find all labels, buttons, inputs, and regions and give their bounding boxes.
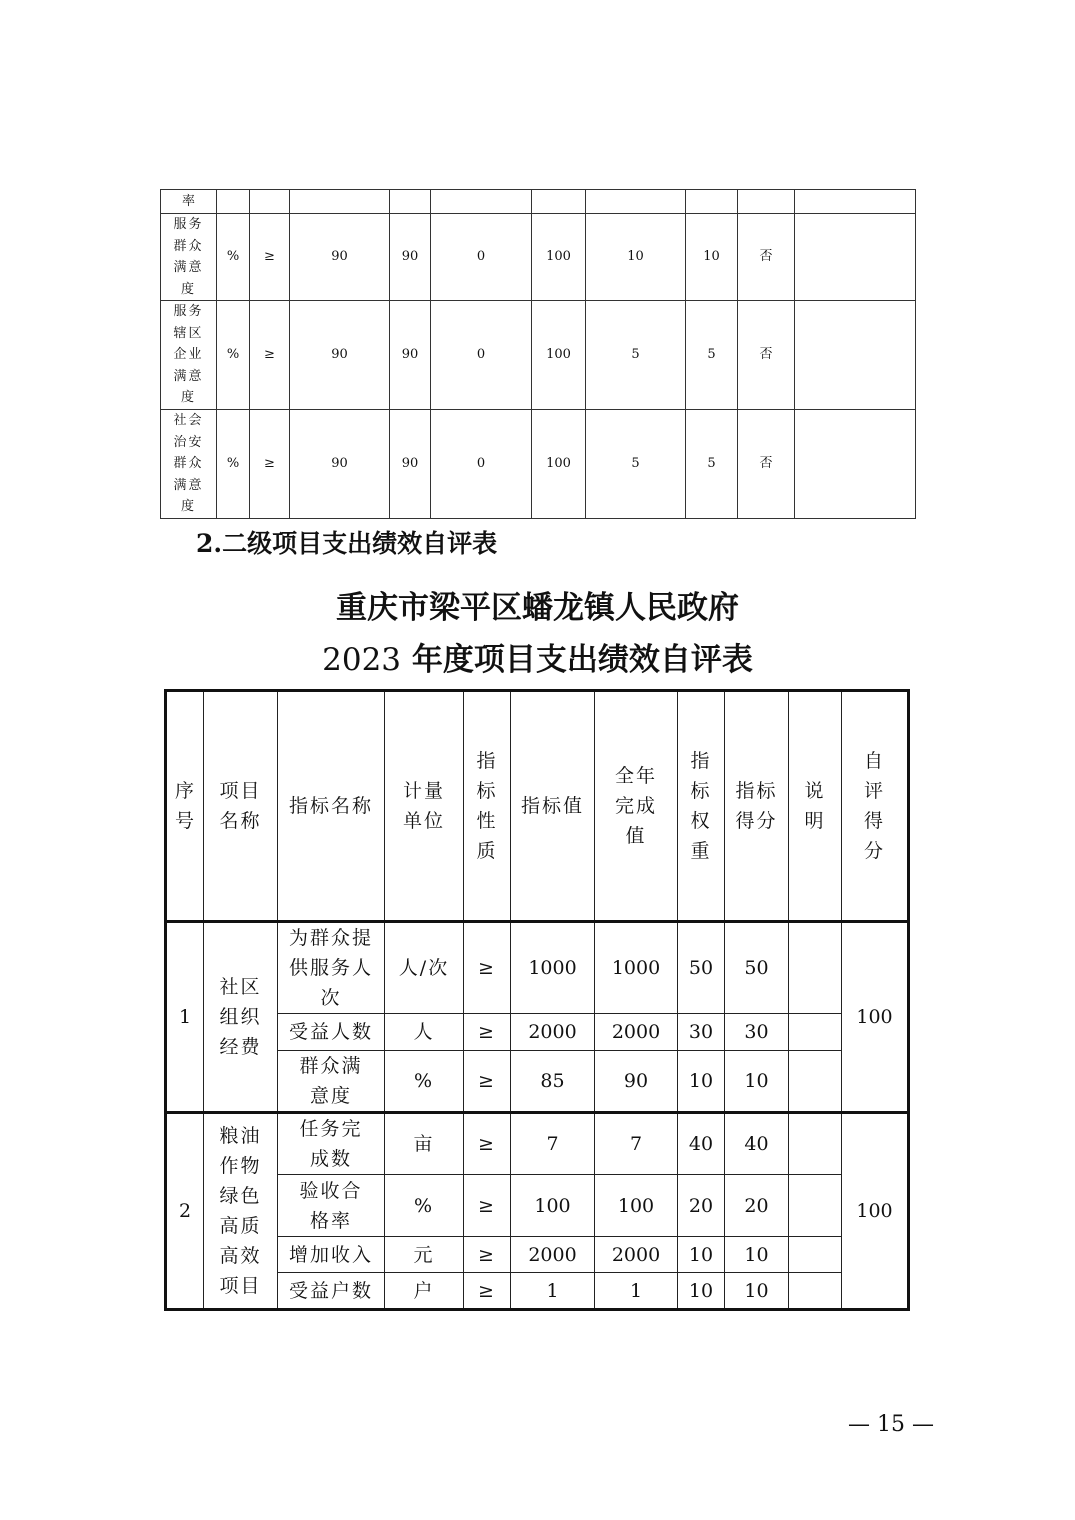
cell-target: 90 [290,214,390,301]
cell-indicator: 验收合格率 [278,1175,385,1237]
cell-project: 社区组织经费 [204,922,278,1113]
cell-value: 2000 [511,1237,595,1273]
cell-completed: 1000 [595,922,678,1014]
header-indicator: 指标名称 [278,691,385,922]
self-evaluation-table [164,689,910,1311]
header-unit: 计量单位 [385,691,464,922]
cell-score: 40 [725,1113,789,1175]
header-nature: 指标性质 [464,691,511,922]
cell-unit: % [217,214,250,301]
cell-score: 30 [725,1014,789,1051]
header-seq: 序号 [166,691,204,922]
cell-target: 90 [290,301,390,410]
cell-nature: ≥ [464,1051,511,1113]
cell-self-score: 100 [842,922,909,1113]
cell-unit: % [385,1175,464,1237]
cell-unit: 元 [385,1237,464,1273]
cell-indicator: 受益人数 [278,1014,385,1051]
cell-unit: 户 [385,1273,464,1310]
cell-col6: 0 [431,301,532,410]
cell-score: 20 [725,1175,789,1237]
cell-score: 10 [725,1237,789,1273]
header-project: 项目名称 [204,691,278,922]
cell-unit: 亩 [385,1113,464,1175]
cell-col6: 0 [431,410,532,519]
cell-completed: 7 [595,1113,678,1175]
cell-col7: 100 [532,410,586,519]
cell-actual: 90 [390,410,431,519]
page-number: — 15 — [848,1412,934,1437]
cell-col6 [431,190,532,214]
cell-unit: % [217,301,250,410]
cell-actual: 90 [390,214,431,301]
cell-col9: 10 [686,214,738,301]
cell-col8: 5 [586,301,686,410]
header-completed: 全年完成值 [595,691,678,922]
cell-col9: 5 [686,410,738,519]
cell-operator: ≥ [250,410,290,519]
cell-col9: 5 [686,301,738,410]
cell-weight: 40 [678,1113,725,1175]
cell-weight: 50 [678,922,725,1014]
cell-value: 2000 [511,1014,595,1051]
cell-value: 1 [511,1273,595,1310]
cell-nature: ≥ [464,922,511,1014]
cell-col7 [532,190,586,214]
cell-score: 10 [725,1051,789,1113]
cell-nature: ≥ [464,1237,511,1273]
title-year: 2023 [322,642,402,678]
cell-indicator: 服务辖区企业满意度 [161,301,217,410]
cell-nature: ≥ [464,1113,511,1175]
cell-col10: 否 [738,214,795,301]
cell-indicator: 受益户数 [278,1273,385,1310]
header-note: 说明 [789,691,842,922]
cell-indicator: 任务完成数 [278,1113,385,1175]
page-title: 重庆市梁平区蟠龙镇人民政府 [336,590,739,626]
table-row [166,1237,909,1273]
cell-unit [217,190,250,214]
cell-note [789,1014,842,1051]
cell-completed: 2000 [595,1014,678,1051]
cell-col6: 0 [431,214,532,301]
cell-note [789,1051,842,1113]
header-score: 指标得分 [725,691,789,922]
header-value: 指标值 [511,691,595,922]
cell-nature: ≥ [464,1175,511,1237]
cell-col11 [795,214,916,301]
cell-value: 7 [511,1113,595,1175]
cell-value: 85 [511,1051,595,1113]
table-row [166,1273,909,1310]
cell-operator [250,190,290,214]
cell-completed: 90 [595,1051,678,1113]
cell-col7: 100 [532,301,586,410]
header-row [166,691,909,922]
cell-weight: 10 [678,1051,725,1113]
cell-col10: 否 [738,301,795,410]
title-rest: 年度项目支出绩效自评表 [401,642,753,678]
cell-col8: 5 [586,410,686,519]
cell-unit: 人/次 [385,922,464,1014]
cell-completed: 2000 [595,1237,678,1273]
cell-weight: 10 [678,1273,725,1310]
cell-operator: ≥ [250,214,290,301]
cell-seq: 2 [166,1113,204,1310]
table-row [166,1051,909,1113]
section-title: 2.二级项目支出绩效自评表 [196,529,498,558]
cell-col10: 否 [738,410,795,519]
table-row [166,1014,909,1051]
cell-unit: % [217,410,250,519]
cell-score: 10 [725,1273,789,1310]
cell-note [789,1273,842,1310]
cell-actual [390,190,431,214]
cell-col11 [795,190,916,214]
cell-note [789,1175,842,1237]
cell-score: 50 [725,922,789,1014]
cell-indicator: 群众满意度 [278,1051,385,1113]
cell-unit: 人 [385,1014,464,1051]
header-self-score: 自评得分 [842,691,909,922]
cell-col10 [738,190,795,214]
table-row [161,410,916,519]
cell-note [789,1113,842,1175]
cell-weight: 10 [678,1237,725,1273]
cell-note [789,1237,842,1273]
cell-indicator: 为群众提供服务人次 [278,922,385,1014]
cell-self-score: 100 [842,1113,909,1310]
cell-indicator: 社会治安群众满意度 [161,410,217,519]
cell-col11 [795,410,916,519]
continuation-table [160,189,916,519]
page-subtitle [0,634,1075,679]
cell-col9 [686,190,738,214]
cell-operator: ≥ [250,301,290,410]
table-row [161,190,916,214]
cell-nature: ≥ [464,1273,511,1310]
cell-value: 100 [511,1175,595,1237]
cell-actual: 90 [390,301,431,410]
cell-target [290,190,390,214]
cell-indicator: 率 [161,190,217,214]
cell-col11 [795,301,916,410]
cell-target: 90 [290,410,390,519]
cell-col8 [586,190,686,214]
cell-nature: ≥ [464,1014,511,1051]
cell-indicator: 增加收入 [278,1237,385,1273]
header-weight: 指标权重 [678,691,725,922]
table-row [161,301,916,410]
cell-weight: 30 [678,1014,725,1051]
cell-value: 1000 [511,922,595,1014]
cell-project: 粮油作物绿色高质高效项目 [204,1113,278,1310]
cell-weight: 20 [678,1175,725,1237]
table-row [161,214,916,301]
cell-col7: 100 [532,214,586,301]
table-row [166,1113,909,1175]
cell-unit: % [385,1051,464,1113]
cell-completed: 100 [595,1175,678,1237]
cell-note [789,922,842,1014]
table-row [166,1175,909,1237]
cell-completed: 1 [595,1273,678,1310]
cell-col8: 10 [586,214,686,301]
cell-indicator: 服务群众满意度 [161,214,217,301]
table-row [166,922,909,1014]
cell-seq: 1 [166,922,204,1113]
